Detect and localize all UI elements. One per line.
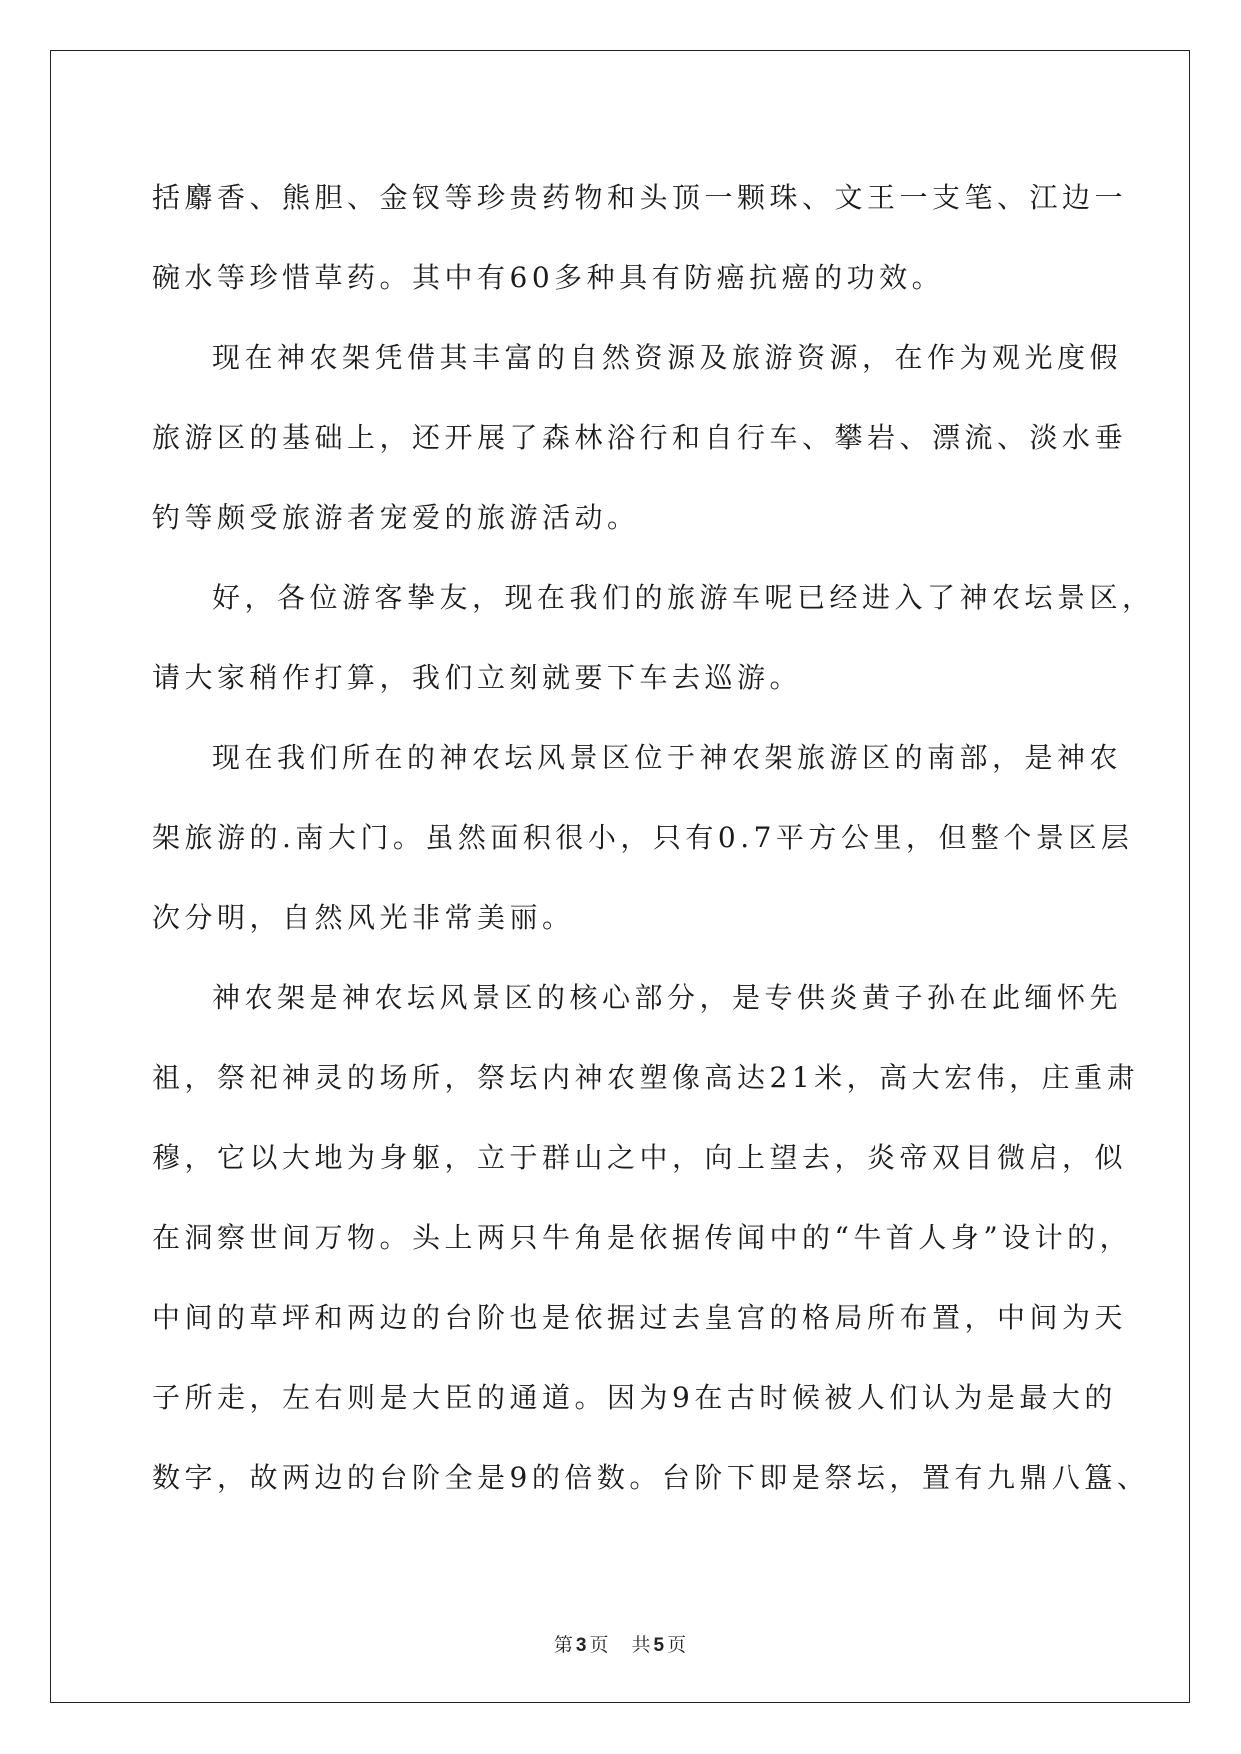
text-line: 现在我们所在的神农坛风景区位于神农架旅游区的南部，是神农	[212, 741, 1123, 774]
document-body	[152, 158, 1155, 1518]
text-line: 钓等颇受旅游者宠爱的旅游活动。	[152, 501, 640, 534]
page-number: 3	[575, 1635, 588, 1656]
text-line: 好，各位游客挚友，现在我们的旅游车呢已经进入了神农坛景区，	[212, 581, 1155, 614]
text-line: 旅游区的基础上，还开展了森林浴行和自行车、攀岩、漂流、淡水垂	[152, 421, 1128, 454]
page-suffix: 页	[589, 1634, 610, 1656]
text-line: 祖，祭祀神灵的场所，祭坛内神农塑像高达21米，高大宏伟，庄重肃	[152, 1061, 1140, 1094]
total-suffix: 页	[667, 1634, 688, 1656]
text-line: 碗水等珍惜草药。其中有60多种具有防癌抗癌的功效。	[152, 261, 945, 294]
page-footer	[0, 1630, 1241, 1657]
text-line: 数字，故两边的台阶全是9的倍数。台阶下即是祭坛，置有九鼎八簋、	[152, 1461, 1150, 1494]
text-line: 中间的草坪和两边的台阶也是依据过去皇宫的格局所布置，中间为天	[152, 1301, 1128, 1334]
total-pages: 5	[653, 1635, 666, 1656]
text-line: 架旅游的.南大门。虽然面积很小，只有0.7平方公里，但整个景区层	[152, 821, 1134, 854]
text-line: 请大家稍作打算，我们立刻就要下车去巡游。	[152, 661, 803, 694]
page-prefix: 第	[553, 1634, 574, 1656]
text-line: 现在神农架凭借其丰富的自然资源及旅游资源，在作为观光度假	[212, 341, 1123, 374]
text-line: 括麝香、熊胆、金钗等珍贵药物和头顶一颗珠、文王一支笔、江边一	[152, 181, 1128, 214]
text-line: 子所走，左右则是大臣的通道。因为9在古时候被人们认为是最大的	[152, 1381, 1117, 1414]
text-line: 穆，它以大地为身躯，立于群山之中，向上望去，炎帝双目微启，似	[152, 1141, 1128, 1174]
total-prefix: 共	[631, 1634, 652, 1656]
text-line: 神农架是神农坛风景区的核心部分，是专供炎黄子孙在此缅怀先	[212, 981, 1123, 1014]
text-line: 次分明，自然风光非常美丽。	[152, 901, 575, 934]
text-line: 在洞察世间万物。头上两只牛角是依据传闻中的“牛首人身”设计的，	[152, 1221, 1133, 1254]
